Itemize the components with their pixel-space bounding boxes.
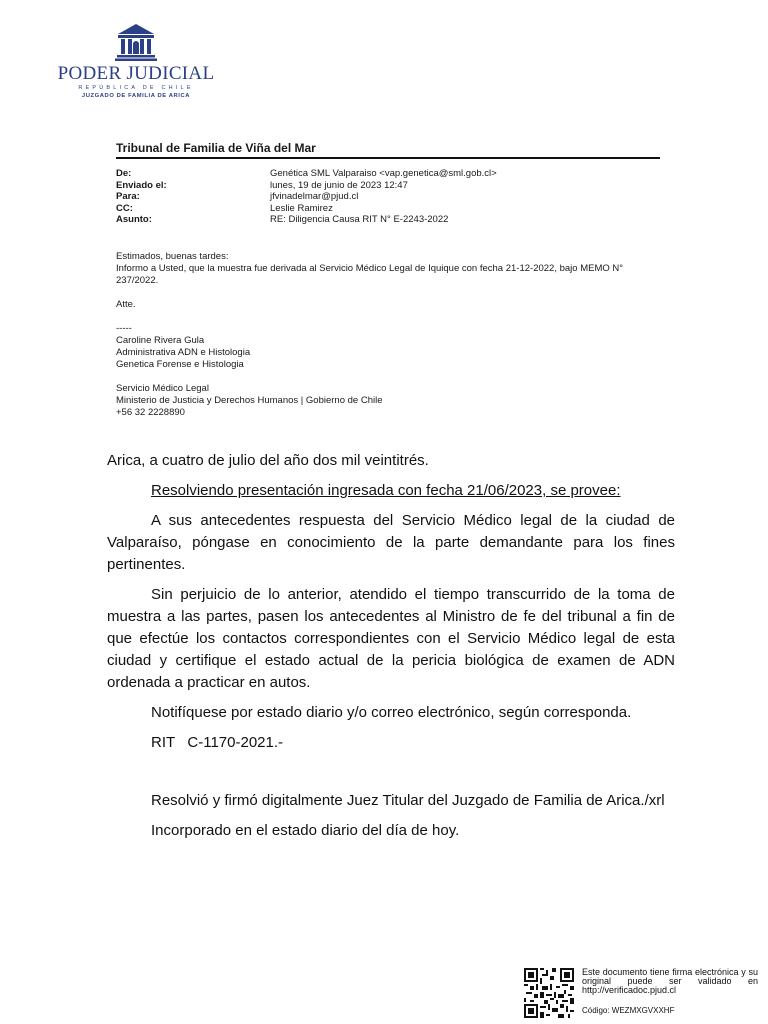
header-label: Para:: [116, 191, 140, 202]
email-header-from: [116, 168, 660, 180]
email-message-line: Informo a Usted, que la muestra fue derivada al Servicio Médico Legal de Iquique con fecha 21-12-2022, bajo MEMO N°: [116, 262, 624, 274]
institution-phone: +56 32 2228890: [116, 406, 185, 418]
poder-judicial-logo: [56, 22, 216, 106]
resolution-text: [107, 450, 675, 850]
stamp-text: Este documento tiene firma electrónica y su original puede ser validado en http://verificadoc.pjud.cl: [582, 967, 758, 995]
signature-line: Resolvió y firmó digitalmente Juez Titular del Juzgado de Familia de Arica./xrl: [151, 792, 665, 809]
email-header-subject: [116, 214, 660, 226]
logo-court: JUZGADO DE FAMILIA DE ARICA: [81, 93, 191, 99]
email-message-line: 237/2022.: [116, 274, 159, 286]
signature-unit: Genetica Forense e Histologia: [116, 358, 244, 370]
email-body: [116, 251, 660, 419]
electronic-signature-stamp: [524, 966, 760, 1016]
paragraph-instructions: Sin perjuicio de lo anterior, atendido el tiempo transcurrido de la toma de muestra a las partes, pasen los antecedentes al Ministro de fe del tribunal a fin de que efectúe los contactos correspondientes con el Servicio Médico legal de esta ciudad y certifique el estado actual de la pericia biológica de examen de ADN ordenada a practicar en autos.: [107, 586, 675, 691]
logo-subtitle: REPÚBLICA DE CHILE: [78, 85, 194, 91]
header-label: CC:: [116, 202, 133, 214]
rit-line: RIT C-1170-2021.-: [151, 734, 284, 751]
header-value: jfvinadelmar@pjud.cl: [270, 191, 359, 202]
header-value: Genética SML Valparaiso <vap.genetica@sml.gob.cl>: [270, 168, 497, 179]
paragraph-response: A sus antecedentes respuesta del Servicio Médico legal de la ciudad de Valparaíso, póngase en conocimiento de la parte demandante para los fines pertinentes.: [107, 512, 675, 573]
header-value: lunes, 19 de junio de 2023 12:47: [270, 179, 408, 191]
stamp-code: Código: WEZMXGVXXHF: [582, 1006, 675, 1015]
header-value: RE: Diligencia Causa RIT N° E-2243-2022: [270, 214, 449, 225]
email-header-sent: [116, 180, 660, 192]
incorporation-line: Incorporado en el estado diario del día de hoy.: [151, 822, 460, 839]
header-label: Enviado el:: [116, 179, 167, 191]
email-header-cc: [116, 203, 660, 215]
resolution-heading: [107, 480, 675, 502]
courthouse-icon: [114, 22, 158, 62]
header-value: Leslie Ramirez: [270, 202, 333, 214]
institution-ministry: Ministerio de Justicia y Derechos Humanos | Gobierno de Chile: [116, 394, 383, 406]
date-line: Arica, a cuatro de julio del año dos mil veintitrés.: [107, 452, 429, 469]
logo-name: PODER JUDICIAL: [57, 63, 215, 84]
resolution-heading-text: Resolviendo presentación ingresada con fecha 21/06/2023, se provee:: [151, 482, 621, 499]
signature-name: Caroline Rivera Gula: [116, 334, 205, 346]
email-closing: Atte.: [116, 298, 136, 310]
email-organization: Tribunal de Familia de Viña del Mar: [116, 142, 660, 159]
email-excerpt: [116, 142, 660, 419]
email-separator: -----: [116, 322, 132, 334]
institution-name: Servicio Médico Legal: [116, 382, 209, 394]
email-headers: [116, 168, 660, 226]
header-label: Asunto:: [116, 214, 152, 225]
header-label: De:: [116, 168, 132, 179]
email-header-to: [116, 191, 660, 203]
signature-role: Administrativa ADN e Histologia: [116, 346, 251, 358]
qr-code-icon: [524, 968, 574, 1018]
notification-line: Notifíquese por estado diario y/o correo electrónico, según corresponda.: [151, 704, 632, 721]
email-greeting: Estimados, buenas tardes:: [116, 250, 229, 262]
